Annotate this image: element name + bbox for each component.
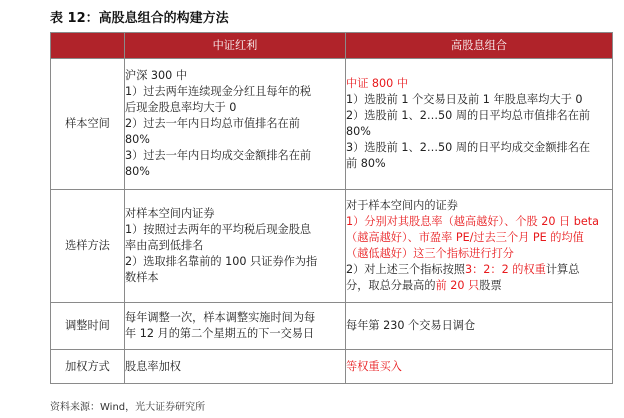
text-line xyxy=(346,262,612,278)
text-segment: 计算总 xyxy=(545,263,580,276)
text-line: 2）过去一年内日均总市值排名在前 xyxy=(125,117,300,130)
weighting-csi-cell xyxy=(125,350,346,384)
text-segment: 股票 xyxy=(479,279,502,292)
text-line: 1）按照过去两年的平均税后现金股息 xyxy=(125,223,312,236)
text-line: 80% xyxy=(125,133,150,146)
sample-space-csi-cell xyxy=(125,59,346,190)
text-line: 80% xyxy=(125,165,150,178)
header-high-dividend-portfolio: 高股息组合 xyxy=(346,33,613,59)
text-line: 2）选股前 1、2…50 周的日平均总市值排名在前 xyxy=(346,109,591,122)
selection-hd-cell xyxy=(346,190,613,303)
text-line-highlight: （越低越好）这三个指标进行打分 xyxy=(346,247,514,260)
text-line: 每年第 230 个交易日调仓 xyxy=(346,319,476,332)
weighting-hd-cell xyxy=(346,350,613,384)
text-line-highlight: （越高越好）、市盈率 PE/过去三个月 PE 的均值 xyxy=(346,231,584,244)
row-label-adjust-time: 调整时间 xyxy=(51,303,125,350)
header-blank xyxy=(51,33,125,59)
text-line-highlight: 等权重买入 xyxy=(346,359,402,373)
table-row xyxy=(51,350,613,384)
text-segment: 2）对上述三个指标按照 xyxy=(346,263,465,276)
text-line: 1）选股前 1 个交易日及前 1 年股息率均大于 0 xyxy=(346,93,583,106)
text-line: 股息率加权 xyxy=(125,359,181,373)
table-title: 表 12：高股息组合的构建方法 xyxy=(50,11,229,26)
row-label-selection-method: 选样方法 xyxy=(51,190,125,303)
text-line: 每年调整一次，样本调整实施时间为每 xyxy=(125,311,316,324)
construction-method-table xyxy=(50,32,613,384)
text-line: 数样本 xyxy=(125,271,159,284)
text-segment: 分，取总分最高的 xyxy=(346,279,436,292)
text-line xyxy=(346,278,612,294)
text-line: 1）过去两年连续现金分红且每年的税 xyxy=(125,85,312,98)
text-line: 对样本空间内证券 xyxy=(125,207,215,220)
text-line: 年 12 月的第二个星期五的下一交易日 xyxy=(125,327,315,340)
text-line-highlight: 1）分别对其股息率（越高越好）、个股 20 日 beta xyxy=(346,215,600,228)
table-row xyxy=(51,303,613,350)
text-line: 3）过去一年内日均成交金额排名在前 xyxy=(125,149,312,162)
adjust-time-hd-cell xyxy=(346,303,613,350)
text-line: 沪深 300 中 xyxy=(125,69,188,82)
header-csi-dividend: 中证红利 xyxy=(125,33,346,59)
text-line: 80% xyxy=(346,125,371,138)
selection-csi-cell xyxy=(125,190,346,303)
text-line: 后现金股息率均大于 0 xyxy=(125,101,237,114)
text-line: 对于样本空间内的证券 xyxy=(346,199,458,212)
adjust-time-csi-cell xyxy=(125,303,346,350)
table-row xyxy=(51,190,613,303)
top-20-highlight: 前 20 只 xyxy=(435,279,480,292)
table-row xyxy=(51,59,613,190)
text-line: 率由高到低排名 xyxy=(125,239,204,252)
row-label-weighting: 加权方式 xyxy=(51,350,125,384)
sample-space-hd-cell xyxy=(346,59,613,190)
weight-ratio-highlight: 3：2：2 的权重 xyxy=(465,263,546,276)
text-line: 前 80% xyxy=(346,157,386,170)
source-note: 资料来源：Wind，光大证券研究所 xyxy=(50,402,206,413)
text-line: 3）选股前 1、2…50 周的日平均成交金额排名在 xyxy=(346,141,591,154)
table-header-row xyxy=(51,33,613,59)
text-line-highlight: 中证 800 中 xyxy=(346,77,409,90)
text-line: 2）选取排名靠前的 100 只证券作为指 xyxy=(125,255,318,268)
row-label-sample-space: 样本空间 xyxy=(51,59,125,190)
